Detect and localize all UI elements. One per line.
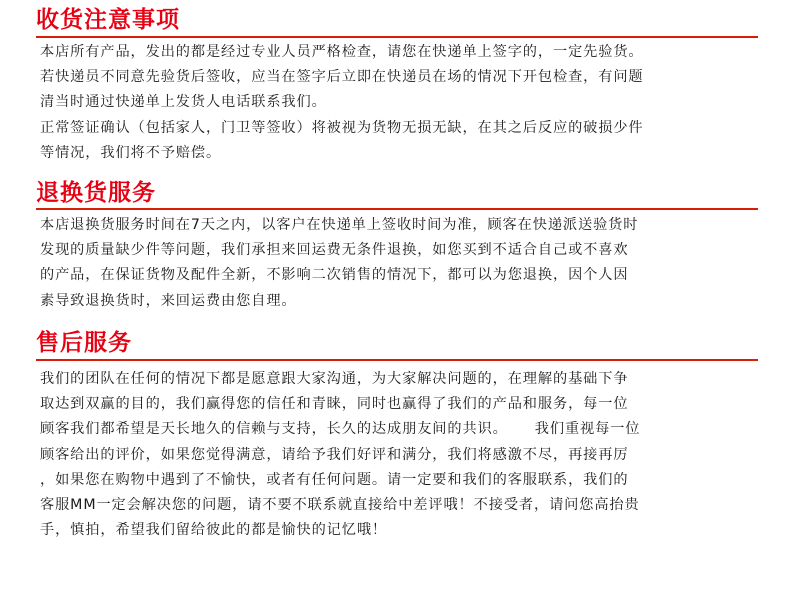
section-title-receiving-notice: 收货注意事项	[36, 7, 180, 33]
body-line: 正常签证确认（包括家人，门卫等签收）将被视为货物无损无缺，在其之后反应的破损少件	[40, 119, 644, 136]
section-divider	[36, 208, 758, 210]
section-body-receiving-notice	[40, 40, 760, 166]
body-line: 我们的团队在任何的情况下都是愿意跟大家沟通，为大家解决问题的，在理解的基础下争	[40, 371, 629, 387]
body-line: 手，慎拍，希望我们留给彼此的都是愉快的记忆哦！	[40, 522, 388, 539]
section-title-return-exchange: 退换货服务	[36, 180, 156, 206]
body-line: 清当时通过快递单上发货人电话联系我们。	[40, 94, 327, 111]
body-line: 本店所有产品，发出的都是经过专业人员严格检查，请您在快递单上签字的，一定先验货。	[40, 44, 644, 60]
body-line: ，如果您在购物中遇到了不愉快，或者有任何问题。请一定要和我们的客服联系，我们的	[40, 471, 629, 488]
section-divider	[36, 359, 758, 361]
body-line: 素导致退换货时，来回运费由您自理。	[40, 292, 297, 309]
body-line: 本店退换货服务时间在7天之内，以客户在快递单上签收时间为准，顾客在快递派送验货时	[40, 217, 639, 233]
section-title-after-sales: 售后服务	[36, 330, 132, 356]
body-line: 顾客我们都希望是天长地久的信赖与支持，长久的达成朋友间的共识。 我们重视每一位	[40, 421, 641, 438]
body-line: 顾客给出的评价，如果您觉得满意，请给予我们好评和满分，我们将感激不尽，再接再厉	[40, 446, 629, 463]
body-line: 取达到双赢的目的，我们赢得您的信任和青睐，同时也赢得了我们的产品和服务，每一位	[40, 396, 629, 413]
body-line: 若快递员不同意先验货后签收，应当在签字后立即在快递员在场的情况下开包检查，有问题	[40, 69, 644, 86]
body-line: 的产品，在保证货物及配件全新，不影响二次销售的情况下，都可以为您退换，因个人因	[40, 267, 629, 284]
body-line: 发现的质量缺少件等问题，我们承担来回运费无条件退换，如您买到不适合自己或不喜欢	[40, 242, 629, 259]
section-body-return-exchange	[40, 213, 760, 314]
body-line: 客服MM一定会解决您的问题，请不要不联系就直接给中差评哦！不接受者，请问您高抬贵	[40, 497, 640, 514]
section-body-after-sales	[40, 367, 760, 543]
body-line: 等情况，我们将不予赔偿。	[40, 144, 222, 161]
section-divider	[36, 36, 758, 38]
